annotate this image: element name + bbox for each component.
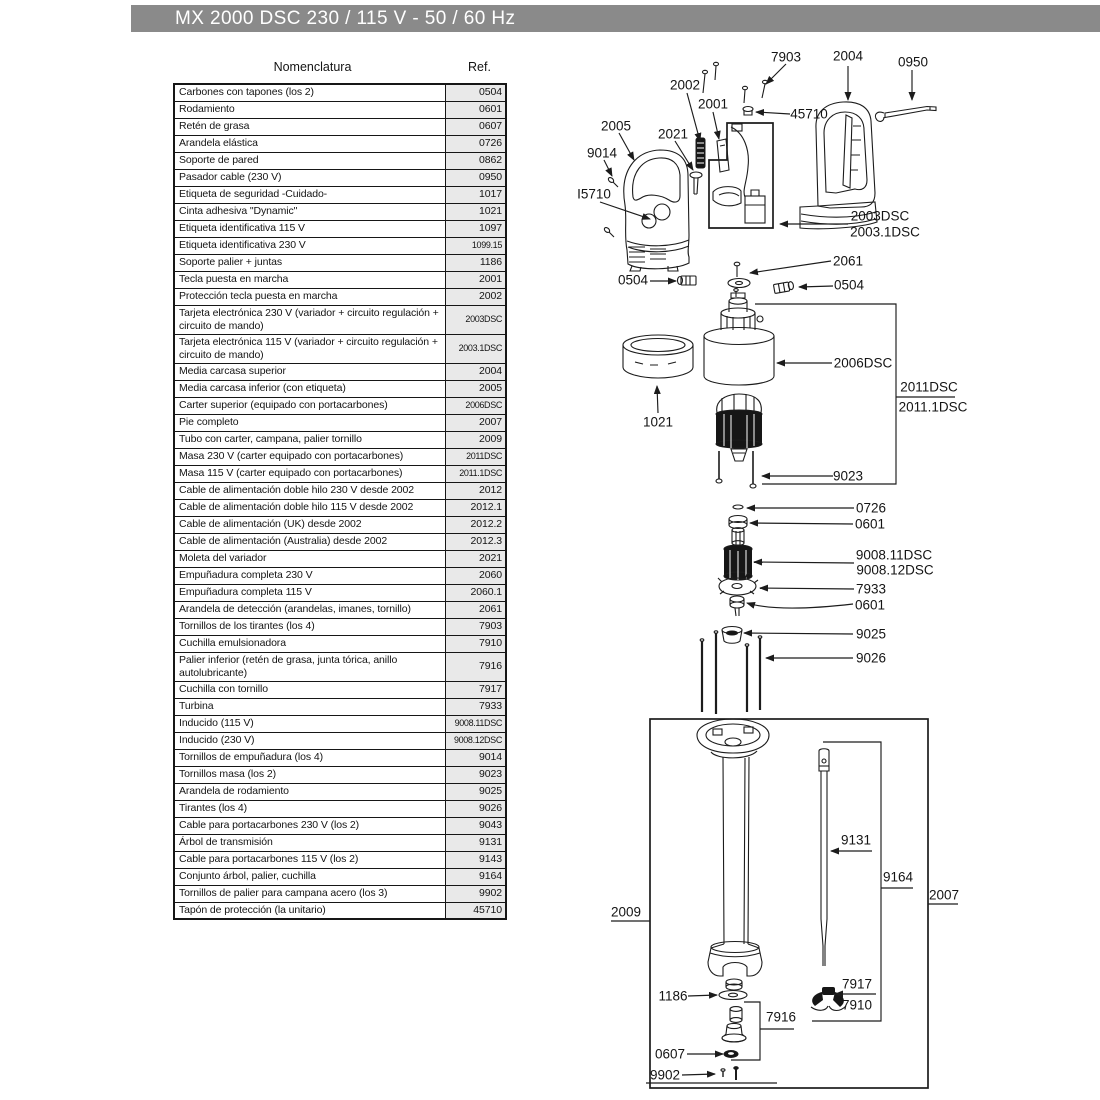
- part-ref: 9025: [446, 783, 507, 800]
- part-name: Tarjeta electrónica 115 V (variador + circuito regulación + circuito de mando): [174, 334, 446, 363]
- part-callout-9008.12DSC: 9008.12DSC: [856, 562, 934, 578]
- part-callout-2003.1DSC: 2003.1DSC: [850, 224, 920, 240]
- part-callout-45710: 45710: [790, 106, 828, 122]
- part-callout-9023: 9023: [832, 468, 864, 484]
- part-ref: 9143: [446, 851, 507, 868]
- part-callout-0726: 0726: [855, 500, 887, 516]
- part-callout-0504: 0504: [833, 277, 865, 293]
- part-ref: 2012: [446, 482, 507, 499]
- part-ref: 2011DSC: [446, 448, 507, 465]
- part-name: Cable de alimentación (Australia) desde 2002: [174, 533, 446, 550]
- part-ref: 9023: [446, 766, 507, 783]
- elastic-washer-0726: [733, 505, 743, 509]
- part-callout-2021: 2021: [657, 126, 689, 142]
- part-name: Soporte de pared: [174, 152, 446, 169]
- blade-7917-7910: [811, 987, 846, 1011]
- part-ref: 2061: [446, 601, 507, 618]
- part-callout-1186: 1186: [658, 988, 688, 1004]
- part-ref: 7916: [446, 652, 507, 681]
- cable-pin-0950: [875, 107, 936, 122]
- part-callout-2011DSC: 2011DSC: [900, 379, 958, 395]
- part-callout-2005: 2005: [600, 118, 632, 134]
- foot-assembly-box: [650, 719, 928, 1088]
- part-ref: 7903: [446, 618, 507, 635]
- part-ref: 2021: [446, 550, 507, 567]
- part-callout-0601: 0601: [854, 597, 886, 613]
- bearing-0601-upper: [729, 516, 747, 546]
- part-name: Media carcasa superior: [174, 363, 446, 380]
- part-ref: 2001: [446, 271, 507, 288]
- part-callout-0601: 0601: [854, 516, 886, 532]
- part-name: Empuñadura completa 115 V: [174, 584, 446, 601]
- part-ref: 2012.3: [446, 533, 507, 550]
- part-name: Tornillos masa (los 2): [174, 766, 446, 783]
- part-name: Pie completo: [174, 414, 446, 431]
- part-ref: 0726: [446, 135, 507, 152]
- part-callout-7916: 7916: [765, 1009, 797, 1025]
- part-name: Cinta adhesiva "Dynamic": [174, 203, 446, 220]
- part-name: Media carcasa inferior (con etiqueta): [174, 380, 446, 397]
- mass-screws-9023: [716, 451, 756, 488]
- part-name: Masa 230 V (carter equipado con portacarbones): [174, 448, 446, 465]
- part-ref: 9008.12DSC: [446, 732, 507, 749]
- part-callout-9164: 9164: [882, 869, 914, 885]
- part-callout-2007: 2007: [928, 887, 960, 903]
- part-ref: 45710: [446, 902, 507, 919]
- part-callout-0607: 0607: [654, 1046, 686, 1062]
- page-title: MX 2000 DSC 230 / 115 V - 50 / 60 Hz: [175, 8, 516, 29]
- part-ref: 2004: [446, 363, 507, 380]
- part-name: Turbina: [174, 698, 446, 715]
- part-name: Arandela de rodamiento: [174, 783, 446, 800]
- part-ref: 9902: [446, 885, 507, 902]
- part-name: Tornillos de palier para campana acero (los 3): [174, 885, 446, 902]
- part-ref: 2060: [446, 567, 507, 584]
- part-callout-2009: 2009: [610, 904, 642, 920]
- part-callout-9008.11DSC: 9008.11DSC: [855, 547, 933, 563]
- part-callout-2006DSC: 2006DSC: [833, 355, 893, 371]
- part-name: Etiqueta de seguridad -Cuidado-: [174, 186, 446, 203]
- carter-2006dsc: [704, 293, 774, 385]
- part-name: Tirantes (los 4): [174, 800, 446, 817]
- part-ref: 0607: [446, 118, 507, 135]
- part-ref: 2003DSC: [446, 305, 507, 334]
- part-callout-7903: 7903: [770, 49, 802, 65]
- part-ref: 2012.1: [446, 499, 507, 516]
- part-ref: 2060.1: [446, 584, 507, 601]
- stator-stack: [716, 394, 762, 461]
- part-name: Cable de alimentación (UK) desde 2002: [174, 516, 446, 533]
- part-name: Cuchilla emulsionadora: [174, 635, 446, 652]
- part-name: Soporte palier + juntas: [174, 254, 446, 271]
- column-header-ref: Ref.: [468, 60, 491, 74]
- part-ref: 2011.1DSC: [446, 465, 507, 482]
- part-ref: 0601: [446, 101, 507, 118]
- part-callout-2001: 2001: [697, 96, 729, 112]
- detection-washer-2061: [728, 262, 750, 297]
- part-callout-1021: 1021: [642, 414, 674, 430]
- part-callout-2061: 2061: [832, 253, 864, 269]
- part-ref: 2007: [446, 414, 507, 431]
- part-callout-0504: 0504: [617, 272, 649, 288]
- part-callout-9025: 9025: [855, 626, 887, 642]
- part-name: Tarjeta electrónica 230 V (variador + circuito regulación + circuito de mando): [174, 305, 446, 334]
- variator-knob-2021: [690, 172, 702, 194]
- part-callout-9131: 9131: [840, 832, 872, 848]
- part-callout-0950: 0950: [897, 54, 929, 70]
- part-ref: 9008.11DSC: [446, 715, 507, 732]
- part-name: Arandela elástica: [174, 135, 446, 152]
- part-name: Etiqueta identificativa 230 V: [174, 237, 446, 254]
- part-ref: 2006DSC: [446, 397, 507, 414]
- part-name: Cable para portacarbones 230 V (los 2): [174, 817, 446, 834]
- part-callout-2011.1DSC: 2011.1DSC: [898, 399, 968, 415]
- palier-screws-9902: [721, 1067, 738, 1080]
- part-name: Protección tecla puesta en marcha: [174, 288, 446, 305]
- part-callout-2004: 2004: [832, 48, 864, 64]
- lower-palier-7916: [722, 1007, 746, 1042]
- part-ref: 0504: [446, 84, 507, 101]
- part-callout-9902: 9902: [649, 1067, 681, 1083]
- part-name: Tornillos de empuñadura (los 4): [174, 749, 446, 766]
- part-callout-7933: 7933: [855, 581, 887, 597]
- part-name: Pasador cable (230 V): [174, 169, 446, 186]
- part-ref: 1099.15: [446, 237, 507, 254]
- body-lower-half-2005: [603, 150, 689, 271]
- part-ref: 2005: [446, 380, 507, 397]
- part-name: Cable de alimentación doble hilo 115 V desde 2002: [174, 499, 446, 516]
- bearing-0601-lower: [730, 596, 744, 616]
- part-callout-I5710: I5710: [577, 186, 611, 202]
- part-ref: 7910: [446, 635, 507, 652]
- part-ref: 9164: [446, 868, 507, 885]
- part-callout-2002: 2002: [669, 77, 701, 93]
- part-ref: 1097: [446, 220, 507, 237]
- part-ref: 9131: [446, 834, 507, 851]
- part-callout-9014: 9014: [586, 145, 618, 161]
- part-name: Arandela de detección (arandelas, imanes, tornillo): [174, 601, 446, 618]
- carbon-brush-0504-right: [773, 281, 794, 293]
- part-ref: 2003.1DSC: [446, 334, 507, 363]
- part-ref: 2002: [446, 288, 507, 305]
- transmission-shaft-9131: [819, 749, 829, 966]
- part-callout-2003DSC: 2003DSC: [850, 208, 910, 224]
- part-name: Rodamiento: [174, 101, 446, 118]
- part-name: Tapón de protección (la unitario): [174, 902, 446, 919]
- part-name: Cable para portacarbones 115 V (los 2): [174, 851, 446, 868]
- part-name: Carbones con tapones (los 2): [174, 84, 446, 101]
- part-name: Tornillos de los tirantes (los 4): [174, 618, 446, 635]
- part-callout-7910: 7910: [841, 997, 873, 1013]
- part-ref: 1186: [446, 254, 507, 271]
- part-name: Palier inferior (retén de grasa, junta tórica, anillo autolubricante): [174, 652, 446, 681]
- part-name: Retén de grasa: [174, 118, 446, 135]
- part-callout-9026: 9026: [855, 650, 887, 666]
- part-name: Moleta del variador: [174, 550, 446, 567]
- protection-cap-45710: [743, 107, 753, 116]
- part-ref: 0950: [446, 169, 507, 186]
- part-name: Tecla puesta en marcha: [174, 271, 446, 288]
- part-ref: 1021: [446, 203, 507, 220]
- part-name: Carter superior (equipado con portacarbones): [174, 397, 446, 414]
- part-name: Cable de alimentación doble hilo 230 V desde 2002: [174, 482, 446, 499]
- part-name: Inducido (230 V): [174, 732, 446, 749]
- part-ref: 9014: [446, 749, 507, 766]
- part-ref: 2012.2: [446, 516, 507, 533]
- grease-seal-0607: [724, 1051, 738, 1058]
- carbon-brush-0504-left: [678, 276, 697, 285]
- armature-9008: [724, 531, 752, 580]
- part-ref: 1017: [446, 186, 507, 203]
- part-ref: 0862: [446, 152, 507, 169]
- part-name: Conjunto árbol, palier, cuchilla: [174, 868, 446, 885]
- column-header-nomenclatura: Nomenclatura: [273, 60, 352, 74]
- part-name: Inducido (115 V): [174, 715, 446, 732]
- part-ref: 7933: [446, 698, 507, 715]
- part-ref: 9043: [446, 817, 507, 834]
- part-ref: 9026: [446, 800, 507, 817]
- part-name: Empuñadura completa 230 V: [174, 567, 446, 584]
- part-callout-7917: 7917: [841, 976, 873, 992]
- bell-tube-assembly-2009: [697, 719, 769, 976]
- part-ref: 2009: [446, 431, 507, 448]
- part-name: Etiqueta identificativa 115 V: [174, 220, 446, 237]
- palier-support-1186: [719, 979, 747, 1000]
- part-name: Cuchilla con tornillo: [174, 681, 446, 698]
- adhesive-band-1021: [623, 335, 693, 378]
- part-name: Masa 115 V (carter equipado con portacarbones): [174, 465, 446, 482]
- part-name: Árbol de transmisión: [174, 834, 446, 851]
- switch-protection-2002: [696, 138, 705, 168]
- bearing-washer-9025: [722, 627, 742, 644]
- part-ref: 7917: [446, 681, 507, 698]
- part-name: Tubo con carter, campana, palier tornillo: [174, 431, 446, 448]
